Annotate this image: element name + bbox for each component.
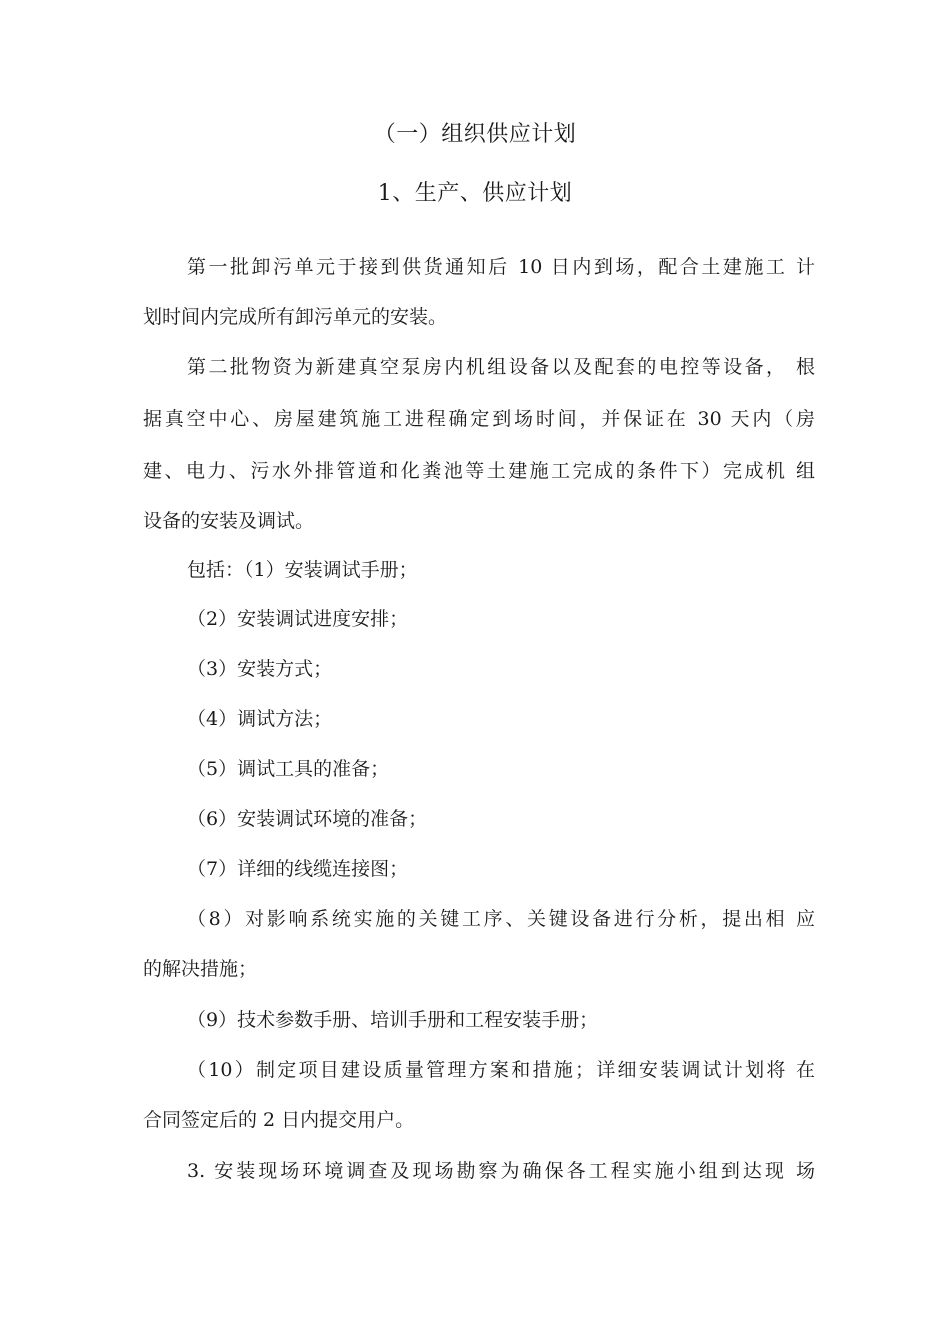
list-item: （9）技术参数手册、培训手册和工程安装手册； bbox=[187, 1009, 599, 1031]
paragraph-line: 划时间内完成所有卸污单元的安装。 bbox=[143, 306, 448, 328]
subsection-heading: 1、生产、供应计划 bbox=[377, 181, 573, 206]
paragraph-line: 的解决措施； bbox=[143, 958, 258, 980]
list-item: （7）详细的线缆连接图； bbox=[187, 858, 409, 880]
paragraph-line: 合同签定后的 2 日内提交用户。 bbox=[143, 1109, 415, 1131]
paragraph-line: 第二批物资为新建真空泵房内机组设备以及配套的电控等设备， 根 bbox=[187, 356, 815, 378]
list-item: （4）调试方法； bbox=[187, 708, 333, 730]
list-item: （5）调试工具的准备； bbox=[187, 758, 390, 780]
paragraph-line: 第一批卸污单元于接到供货通知后 10 日内到场，配合土建施工 计 bbox=[187, 256, 815, 278]
list-item: （3）安装方式； bbox=[187, 658, 333, 680]
section-heading: （一）组织供应计划 bbox=[373, 122, 577, 147]
list-item: 包括：（1）安装调试手册； bbox=[187, 559, 418, 581]
paragraph-line: 设备的安装及调试。 bbox=[143, 510, 315, 532]
list-item: （8）对影响系统实施的关键工序、关键设备进行分析，提出相 应 bbox=[187, 908, 815, 930]
list-item: （10）制定项目建设质量管理方案和措施；详细安装调试计划将 在 bbox=[187, 1059, 815, 1081]
list-item: （2）安装调试进度安排； bbox=[187, 608, 409, 630]
paragraph-line: 3. 安装现场环境调查及现场勘察为确保各工程实施小组到达现 场 bbox=[187, 1160, 815, 1182]
paragraph-line: 建、电力、污水外排管道和化粪池等土建施工完成的条件下）完成机 组 bbox=[143, 460, 815, 482]
paragraph-line: 据真空中心、房屋建筑施工进程确定到场时间，并保证在 30 天内（房 bbox=[143, 408, 815, 430]
list-item: （6）安装调试环境的准备； bbox=[187, 808, 428, 830]
